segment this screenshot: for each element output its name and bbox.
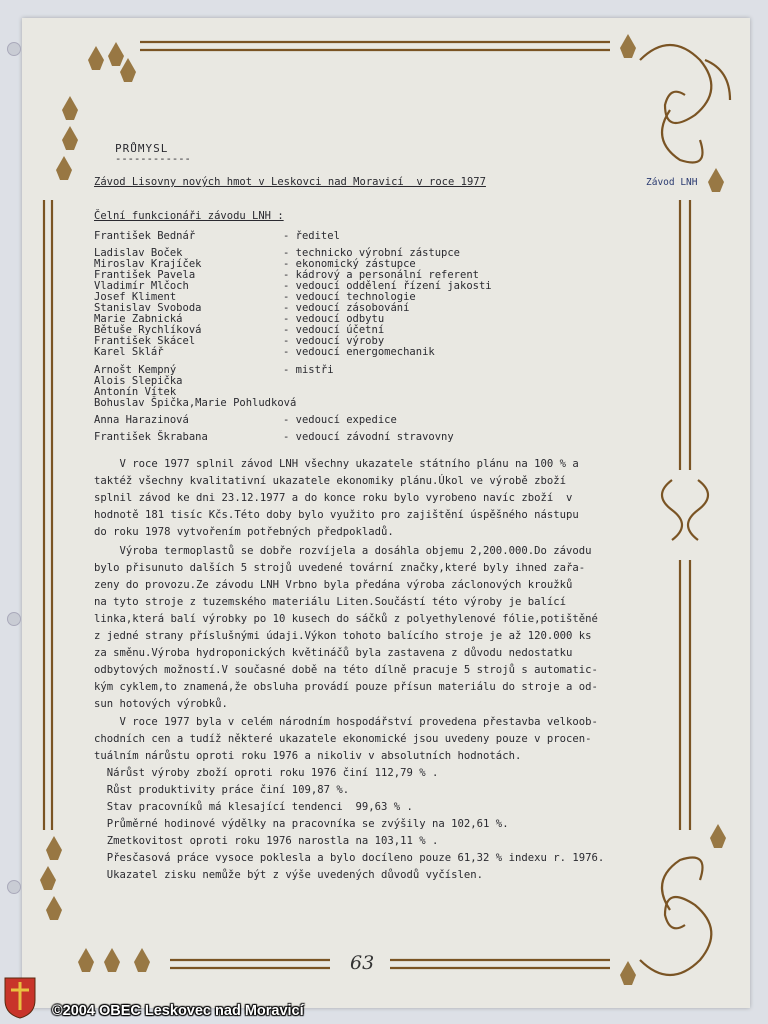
official-name: Ladislav Boček <box>94 247 183 259</box>
officials-title: Čelní funkcionáři závodu LNH : <box>94 210 284 222</box>
official-role: - vedoucí technologie <box>283 291 416 303</box>
official-name: Bohuslav Špička,Marie Pohludková <box>94 397 297 409</box>
text-line: tuálním nárůstu oproti roku 1976 a nikoliv v absolutních hodnotách. <box>94 750 522 762</box>
official-role: - vedoucí závodní stravovny <box>283 431 454 443</box>
text-line: V roce 1977 byla v celém národním hospodářství provedena přestavba velkoob- <box>94 716 598 728</box>
official-role: - vedoucí energomechanik <box>283 346 435 358</box>
official-role: - kádrový a personální referent <box>283 269 479 281</box>
official-role: - vedoucí výroby <box>283 335 385 347</box>
text-line: Zmetkovitost oproti roku 1976 narostla na 103,11 % . <box>94 835 439 847</box>
official-name: Marie Zabnická <box>94 313 183 325</box>
official-name: Alois Slepička <box>94 375 183 387</box>
section-title-rule: ------------ <box>115 153 191 165</box>
official-role: - technicko výrobní zástupce <box>283 247 461 259</box>
official-role: - ekonomický zástupce <box>283 258 416 270</box>
official-role: - vedoucí odbytu <box>283 313 385 325</box>
municipal-crest-icon <box>3 976 37 1020</box>
official-name: František Pavela <box>94 269 196 281</box>
document-heading: Závod Lisovny nových hmot v Leskovci nad Moravicí v roce 1977 <box>94 176 486 188</box>
text-line: Růst produktivity práce činí 109,87 %. <box>94 784 350 796</box>
official-name: Arnošt Kempný <box>94 364 177 376</box>
text-line: taktéž všechny kvalitativní ukazatele ekonomiky plánu.Úkol ve výrobě zboží <box>94 475 566 487</box>
text-line: do roku 1978 vytvořením potřebných předpokladů. <box>94 526 394 538</box>
text-line: Ukazatel zisku nemůže být z výše uvedených důvodů vyčíslen. <box>94 869 484 881</box>
official-role: - vedoucí účetní <box>283 324 385 336</box>
official-name: Antonín Vítek <box>94 386 177 398</box>
official-role: - vedoucí expedice <box>283 414 397 426</box>
punch-hole <box>7 880 21 894</box>
official-role: - vedoucí oddělení řízení jakosti <box>283 280 492 292</box>
official-name: Bětuše Rychlíková <box>94 324 202 336</box>
punch-hole <box>7 612 21 626</box>
punch-hole <box>7 42 21 56</box>
text-line: hodnotě 181 tisíc Kčs.Této doby bylo využito pro zajištění úspěšného nástupu <box>94 509 579 521</box>
text-line: Stav pracovníků má klesající tendenci 99,63 % . <box>94 801 413 813</box>
official-role: - ředitel <box>283 230 340 242</box>
text-line: odbytových možností.V současné době na této dílně pracuje 5 strojů s automatic- <box>94 664 598 676</box>
text-line: z jedné strany příslušnými údaji.Výkon tohoto balícího stroje je až 120.000 ks <box>94 630 592 642</box>
official-name: Josef Kliment <box>94 291 177 303</box>
text-line: zeny do provozu.Ze závodu LNH Vrbno byla předána výroba záclonových kroužků <box>94 579 573 591</box>
text-line: Přesčasová práce vysoce poklesla a bylo docíleno pouze 61,32 % indexu r. 1976. <box>94 852 605 864</box>
text-line: sun hotových výrobků. <box>94 698 228 710</box>
section-title: PRŮMYSL <box>115 142 169 155</box>
text-line: Průměrné hodinové výdělky na pracovníka se zvýšily na 102,61 %. <box>94 818 509 830</box>
official-name: Stanislav Svoboda <box>94 302 202 314</box>
text-line: Výroba termoplastů se dobře rozvíjela a dosáhla objemu 2,200.000.Do závodu <box>94 545 592 557</box>
page-number: 63 <box>350 952 375 974</box>
text-line: splnil závod ke dni 23.12.1977 a do konce roku bylo vyrobeno navíc zboží v <box>94 492 573 504</box>
official-name: František Škrabana <box>94 431 208 443</box>
copyright-credit: ©2004 OBEC Leskovec nad Moravicí <box>52 1003 304 1019</box>
text-line: bylo přisunuto dalších 5 strojů uvedené tovární značky,které byly ihned zařa- <box>94 562 586 574</box>
text-line: linka,která balí výrobky po 10 kusech do sáčků z polyethylenové fólie,potištěné <box>94 613 598 625</box>
official-name: Anna Harazinová <box>94 414 189 426</box>
text-line: chodních cen a tudíž některé ukazatele ekonomické jsou uvedeny pouze v procen- <box>94 733 592 745</box>
text-line: za směnu.Výroba hydroponických květináčů byla zastavena z důvodu nedostatku <box>94 647 573 659</box>
text-line: Nárůst výroby zboží oproti roku 1976 činí 112,79 % . <box>94 767 439 779</box>
official-name: František Skácel <box>94 335 196 347</box>
text-line: V roce 1977 splnil závod LNH všechny ukazatele státního plánu na 100 % a <box>94 458 579 470</box>
official-name: Vladimír Mlčoch <box>94 280 189 292</box>
text-line: na tyto stroje z tuzemského materiálu Liten.Součástí této výroby je balící <box>94 596 566 608</box>
text-line: kým cyklem,to znamená,že obsluha provádí pouze přísun materiálu do stroje a od- <box>94 681 598 693</box>
official-name: František Bednář <box>94 230 196 242</box>
official-role: - vedoucí zásobování <box>283 302 410 314</box>
side-tag: Závod LNH <box>646 177 698 188</box>
official-name: Karel Sklář <box>94 346 164 358</box>
official-name: Miroslav Krajíček <box>94 258 202 270</box>
official-role: - mistři <box>283 364 334 376</box>
